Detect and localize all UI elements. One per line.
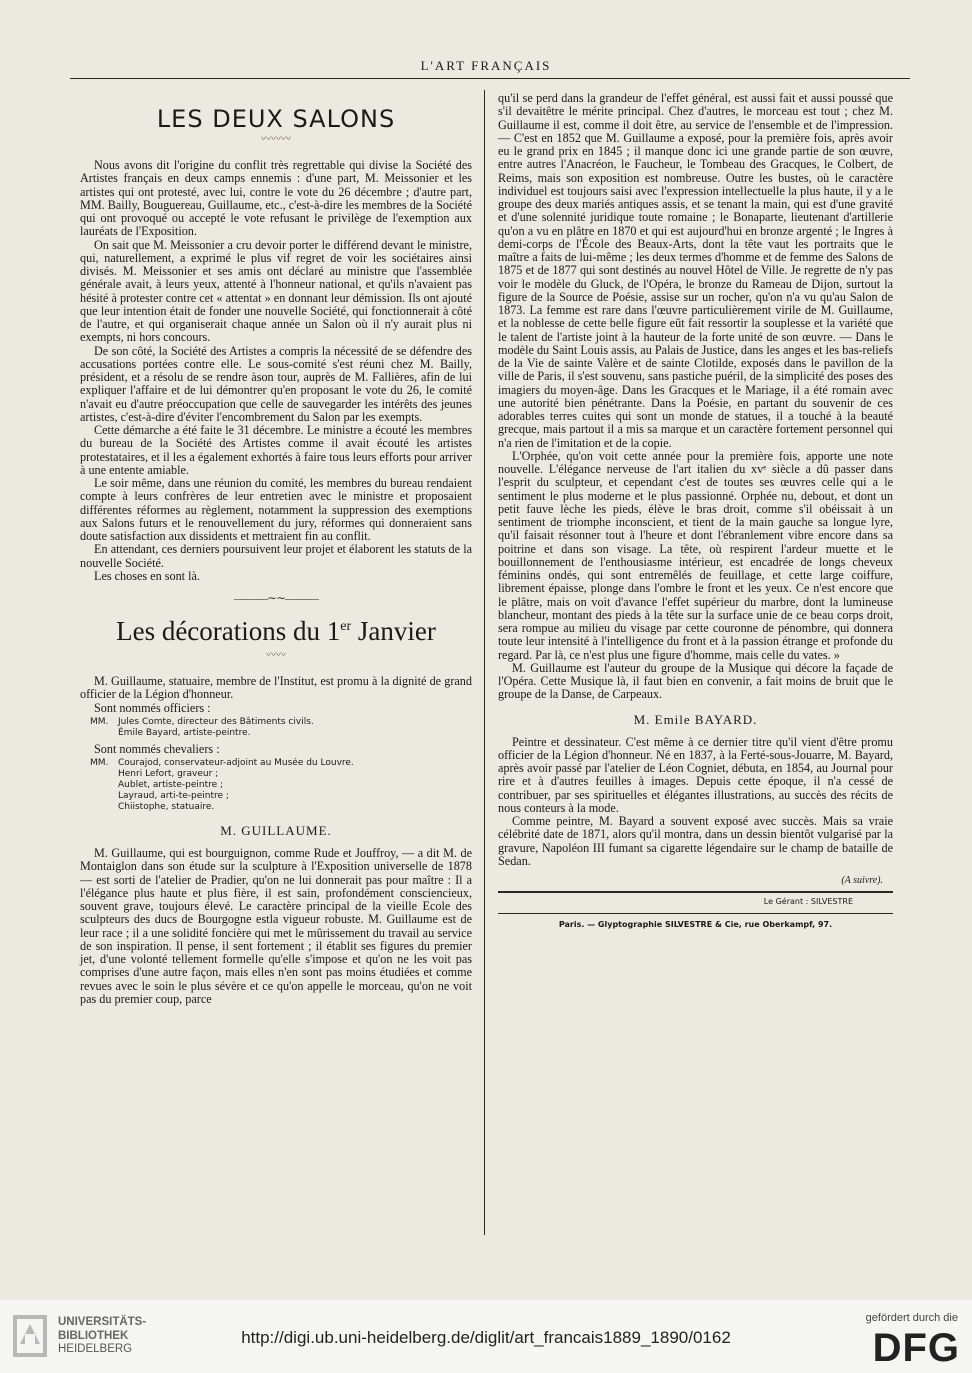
list-prefix: MM. <box>90 758 109 768</box>
paragraph: On sait que M. Meissonier a cru devoir porter le différend devant le ministre, qui, naturellement, a exprimé le plus vif regret de voir les sociétaires ainsi divisés. M. Meissonier et ses amis ont déclaré au ministre que l'assemblée générale avait, à leurs yeux, attenté à l'honneur national, et qu'ils n'avaient pas hésité à protester contre cet « attentat » en donnant leur démission. Ils ont ajouté que leur intention était de fonder une nouvelle Société, qui fonctionnerait à côté de l'autre, et qui organiserait chaque année un Salon où il n'y aurait plus ni exempts, ni hors concours. <box>80 237 472 345</box>
paragraph: M. Guillaume, qui est bourguignon, comme Rude et Jouffroy, — a dit M. de Montaiglon dans son étude sur la sculpture à l'Exposition universelle de 1878 — est sorti de l'atelier de Pradier, qu'on ne lui donnerait pas pour maître : Il a l'élégance plus haute et plus fière, il est sain, profondément consciencieux, souvent grave, toujours élevé. Le caractère principal de la vieille Ecole des sculpteurs des ducs de Bourgogne estla vigueur robuste. M. Guillaume est de leur race ; il a une solidité foncière qui met le mûrissement du travail au service de son inspiration. Il pense, il sent fortement ; il établit ses figures du premier jet, d'une volonté tellement formelle qu'elle s'impose et qu'on ne les voit pas comprises d'une autre façon, mais elles n'en sont pas moins étudiées et comme revues avec le soin le plus sévère et ce qu'on appelle le morceau, qu'on ne voit pas du premier coup, parce <box>80 846 472 1006</box>
article-title-guillaume: M. GUILLAUME. <box>220 823 332 838</box>
paragraph: Les choses en sont là. <box>94 568 200 583</box>
right-column <box>498 92 893 931</box>
paragraph: L'Orphée, qu'on voit cette année pour la première fois, apporte une note nouvelle. L'élégance nerveuse de l'art italien du xvᵉ siècle a dû passer dans l'esprit du sculpteur, et cependant c'est de toutes ses œuvres celle qui a le sentiment le plus moderne et le plus passionné. Orphée nu, debout, et dont un petit fauve lèche les pieds, élève le bras droit, comme s'il obéissait à un sentiment de triomphe inconscient, et tient de la main gauche sa longue lyre, qu'il faisait résonner tout à l'heure et dont l'ébranlement vibre encore dans sa poitrine et dans son visage. La tête, où respirent l'ardeur muette et le bouillonnement de l'enthousiasme intérieur, est encadrée de longs cheveux féminins ondés, qui sont entremêlés de feuillage, et cette large coiffure, librement épaisse, plonge dans l'ombre le front et les yeux. Ce n'est encore que le plâtre, mais on voit d'avance l'effet supérieur du marbre, dont la lumineuse blancheur, montant des pieds à la tête sur la surface unie de ce beau corps droit, sera rompue au milieu du visage par cette couronne de pénombre, qui donnera toute leur intensité à l'intelligence du front et à la passion étrange et profonde du regard. Par là, ce n'est plus une figure d'homme, mais celle du vates. » <box>498 448 893 662</box>
paragraph: En attendant, ces derniers poursuivent leur projet et élaborent les statuts de la nouvelle Société. <box>80 542 472 570</box>
paragraph: De son côté, la Société des Artistes a compris la nécessité de se défendre des accusations portées contre elle. Le sous-comité s'est réuni chez M. Bailly, président, et a résolu de se rendre àson tour, auprès de M. Fallières, afin de lui expliquer l'affaire et de lui démontrer qu'en proposant le vote du 26, le comité n'avait eu d'autre préoccupation que celle de sauvegarder les intérêts des jeunes artistes, c'est-à-dire d'éviter l'encombrement du Salon par les exempts. <box>80 343 472 424</box>
list-text: Layraud, arti-te-peintre ; <box>118 791 229 801</box>
printer-line: Paris. — Glyptographie SILVESTRE & Cie, rue Oberkampf, 97. <box>558 919 833 929</box>
list-text: Aublet, artiste-peintre ; <box>118 780 224 790</box>
decorations-intro: M. Guillaume, statuaire, membre de l'Institut, est promu à la dignité de grand officier de la Légion d'honneur. <box>80 674 472 702</box>
list-item <box>90 791 472 802</box>
list-text: Henri Lefort, graveur ; <box>118 769 219 779</box>
running-head: L'ART FRANÇAIS <box>420 58 552 73</box>
article-title-decorations <box>80 611 472 647</box>
list-text: Chiistophe, statuaire. <box>118 802 215 812</box>
salons-body <box>80 159 472 583</box>
chevaliers-list <box>90 758 472 813</box>
list-item <box>90 780 472 791</box>
paragraph: Le soir même, dans une réunion du comité, les membres du bureau rendaient compte à leurs confrères de leur entretien avec le ministre et proposaient différentes réformes au règlement, notamment la suppression des exemptions aux Salons futurs et le renouvellement du jury, réformes qui donneraient sans doute satisfaction aux dissidents et mettraient fin au conflit. <box>80 476 472 543</box>
list-text: Émile Bayard, artiste-peintre. <box>118 727 251 738</box>
list-prefix: MM. <box>90 716 109 727</box>
footer-rule <box>498 913 893 914</box>
paragraph: M. Guillaume est l'auteur du groupe de la Musique qui décore la façade de l'Opéra. Cette Musique là, il faut bien en convenir, a fait moins de bruit que le groupe de la Danse, de Carpeaux. <box>498 660 893 702</box>
chevaliers-label: Sont nommés chevaliers : <box>94 741 220 756</box>
header-rule <box>70 78 910 79</box>
paragraph: Cette démarche a été faite le 31 décembre. Le ministre a écouté les membres du bureau de la Société des Artistes comme il avait écouté les artistes protestataires, et il les a également exhortés à faire tous leurs efforts pour arriver à une entente amiable. <box>80 423 472 477</box>
list-text: Jules Comte, directeur des Bâtiments civils. <box>118 716 314 727</box>
a-suivre: (A suivre). <box>841 875 883 886</box>
funded-by-label: gefördert durch die <box>865 1312 958 1324</box>
list-text: Courajod, conservateur-adjoint au Musée du Louvre. <box>118 758 354 768</box>
left-column <box>80 92 472 1006</box>
title-ornament: 〰〰〰 <box>261 134 291 145</box>
viewer-footer <box>0 1300 972 1373</box>
decorations-title-text: Les décorations du 1 <box>116 616 341 646</box>
permalink[interactable]: http://digi.ub.uni-heidelberg.de/diglit/art_francais1889_1890/0162 <box>241 1328 731 1347</box>
column-rule <box>484 90 485 1235</box>
officiers-list <box>90 717 472 739</box>
list-item <box>90 802 472 813</box>
title-ornament: 〰〰 <box>266 650 286 661</box>
paragraph: Peintre et dessinateur. C'est même à ce dernier titre qu'il vient d'être promu officier de la Légion d'honneur. Né en 1837, à la Ferté-sous-Jouarre, M. Bayard, après avoir passé par l'atelier de Léon Cogniet, débuta, en 1854, au Journal pour rire et à d'autres feuilles à images. Depuis cette époque, il n'a cessé de contribuer, par ses spirituelles et élégantes illustrations, au succès des récits de nous conteurs à la mode. <box>498 734 893 815</box>
paragraph: Nous avons dit l'origine du conflit très regrettable qui divise la Société des Artistes français en deux camps ennemis : d'une part, M. Meissonier et les artistes qui ont protesté, avec lui, contre le vote du 26 décembre ; d'autre part, MM. Bailly, Bouguereau, Guillaume, etc., c'est-à-dire les membres de la Société qui ont provoqué ou accepté le vote refusant le privilège de l'exemption aux lauréats de l'Exposition. <box>80 158 472 239</box>
section-separator: ———∼∼——— <box>233 591 319 605</box>
list-item <box>90 728 472 739</box>
list-item <box>90 758 472 769</box>
ordinal-superscript: er <box>340 619 352 634</box>
footer-rule <box>498 891 893 893</box>
library-line: UNIVERSITÄTS- <box>58 1316 147 1328</box>
officiers-label: Sont nommés officiers : <box>94 700 211 715</box>
decorations-title-month: Janvier <box>351 616 436 646</box>
library-line: HEIDELBERG <box>58 1343 133 1355</box>
library-line: BIBLIOTHEK <box>58 1329 129 1342</box>
list-item <box>90 769 472 780</box>
paragraph: qu'il se perd dans la grandeur de l'effet général, est aussi fait et aussi poussé que s'il devaitêtre le mérite principal. Chez d'autres, le morceau est tout ; chez M. Guillaume il est, comme il doit être, au service de l'ensemble et de l'impression. — C'est en 1852 que M. Guillaume a exposé, pour la première fois, après avoir eu le grand prix en 1845 ; il manque donc ici une grande partie de son œuvre, entre autres l'Anacréon, le Faucheur, le Tombeau des Gracques, le Colbert, de Reims, mais son exposition est nombreuse. Outre les bustes, où le caractère individuel est toujours saisi avec l'expression intellectuelle la plus haute, il y a le groupe des deux mariés antiques assis, et se tenant la main, qui est d'une gravité et d'une solennité juridique toute romaine ; le Bonaparte, lieutenant d'artillerie qu'on a vu en plâtre en 1870 et qui est aujourd'hui en bronze argenté ; le Ingres à demi-corps de l'École des Beaux-Arts, dont la tête vaut les portraits que le maître a faits de lui-même ; les deux termes d'homme et de femme des Salons de 1875 et de 1877 qui sont destinés au nouvel Hôtel de Ville. Je regrette de n'y pas voir le modèle du Gluck, de l'Opéra, le bronze du Rameau de Dijon, surtout la figure de la Source de Poésie, assise sur un rocher, qu'on n'a vu qu'au Salon de 1873. La femme est rare dans l'œuvre particulièrement virile de M. Guillaume, et la noblesse de cette belle figure eût fait ressortir la souplesse et la variété que le talent de l'artiste joint à la hauteur de la forte unité de son œuvre. — Dans le modèle du Saint Louis assis, au Palais de Justice, dans les anges et les bas-reliefs de la Vie de sainte Valère et de sainte Clotilde, exposés dans le pavillon de la ville de Paris, il s'est souvenu, sans pastiche puéril, de la simplicité des poses des imagiers du moyen-âge. Dans les Gracques et le Mariage, il a été romain avec une autorité bien pénétrante. Dans la Poésie, en partant du souvenir de ces adorables terres cuites qui sont un monde de statues, il a touché à la beauté grecque, mais partout il a mis sa marque et un caractère fortement personnel qui n'a rien de l'imitation et de la copie. <box>498 91 893 450</box>
list-item <box>90 717 472 728</box>
article-title-bayard: M. Emile BAYARD. <box>633 711 758 727</box>
dfg-logo: DFG <box>872 1326 960 1370</box>
article-title-salons: LES DEUX SALONS <box>156 105 396 133</box>
gerant-line: Le Gérant : SILVESTRE <box>763 897 853 907</box>
paragraph: Comme peintre, M. Bayard a souvent exposé avec succès. Mais sa vraie célébrité date de 1871, alors qu'il montra, dans un dessin bientôt vulgarisé par la gravure, Napoléon III fumant sa cigarette légendaire sur le champ de bataille de Sedan. <box>498 814 893 868</box>
